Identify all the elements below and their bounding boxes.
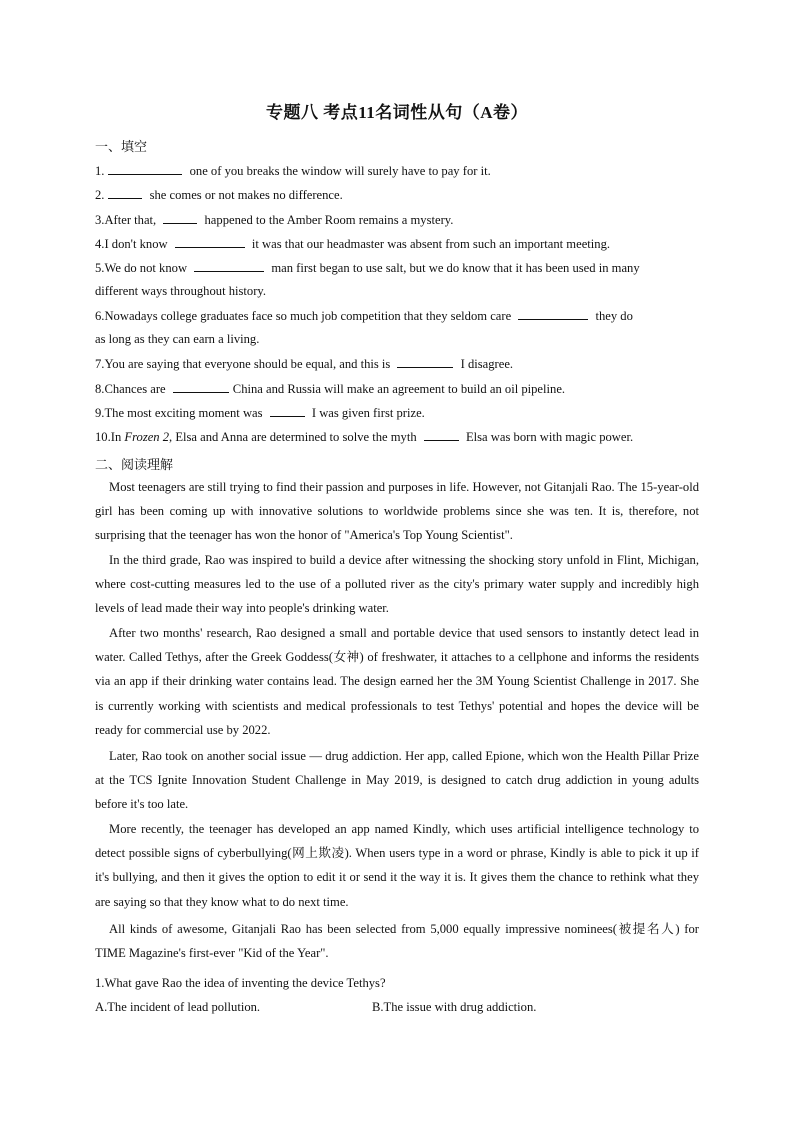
section2-heading: 二、阅读理解 [95, 457, 174, 472]
item-9: 9.The most exciting moment was I was given first prize. [95, 406, 425, 420]
reading-paragraph-6: All kinds of awesome, Gitanjali Rao has been selected from 5,000 equally impressive nominees(被提名人) for TIME Magazine's first-ever "Kid of the Year". [95, 922, 699, 961]
item-3: 3.After that, happened to the Amber Room remains a mystery. [95, 213, 454, 227]
item-5: 5.We do not know man first began to use salt, but we do know that it has been used in many [95, 261, 640, 275]
answer-blank[interactable] [397, 356, 453, 368]
item-7: 7.You are saying that everyone should be equal, and this is I disagree. [95, 357, 514, 371]
page-title: 专题八 考点11名词性从句（A卷） [265, 103, 529, 122]
item-6: 6.Nowadays college graduates face so much job competition that they seldom care they do [95, 309, 633, 323]
section1-heading: 一、填空 [95, 139, 148, 154]
question-1: 1.What gave Rao the idea of inventing the device Tethys? [95, 976, 386, 990]
item-5-cont: different ways throughout history. [95, 284, 267, 298]
answer-blank[interactable] [173, 381, 229, 393]
option-b[interactable]: B.The issue with drug addiction. [372, 1000, 537, 1014]
item-4: 4.I don't know it was that our headmaster was absent from such an important meeting. [95, 237, 611, 251]
answer-blank[interactable] [518, 308, 588, 320]
answer-blank[interactable] [163, 212, 197, 224]
answer-blank[interactable] [194, 260, 264, 272]
reading-paragraph-4: Later, Rao took on another social issue — drug addiction. Her app, called Epione, which won the Health Pillar Prize at the TCS Ignite Innovation Student Challenge in May 2019, is designed to catch drug addiction in young adults before it's too late. [95, 749, 699, 812]
reading-paragraph-3: After two months' research, Rao designed a small and portable device that used sensors to instantly detect lead in water. Called Tethys, after the Greek Goddess(女神) of freshwater, it attaches to a cellphone and informs the residents via an app if their drinking water contains lead. The design earned her the 3M Young Scientist Challenge in 2017. She is currently working with scientists and medical professionals to test Tethys' potential and hopes the device will be ready for commercial use by 2022. [95, 626, 699, 737]
answer-blank[interactable] [424, 429, 459, 441]
item-2: 2. she comes or not makes no difference. [95, 188, 343, 202]
item-8: 8.Chances are China and Russia will make an agreement to build an oil pipeline. [95, 382, 566, 396]
answer-blank[interactable] [270, 405, 305, 417]
item-6-cont: as long as they can earn a living. [95, 332, 260, 346]
option-a[interactable]: A.The incident of lead pollution. [95, 1000, 261, 1014]
item-10: 10.In Frozen 2, Elsa and Anna are determined to solve the myth Elsa was born with magic power. [95, 430, 634, 444]
reading-paragraph-2: In the third grade, Rao was inspired to build a device after witnessing the shocking story unfold in Flint, Michigan, where cost-cutting measures led to the use of a polluted river as the city's primary water supply and incredibly high levels of lead made their way into people's drinking water. [95, 553, 699, 616]
answer-blank[interactable] [175, 236, 245, 248]
answer-blank[interactable] [108, 187, 142, 199]
item-1: 1. one of you breaks the window will surely have to pay for it. [95, 164, 491, 178]
answer-blank[interactable] [108, 163, 182, 175]
reading-paragraph-5: More recently, the teenager has developed an app named Kindly, which uses artificial intelligence technology to detect possible signs of cyberbullying(网上欺凌). When users type in a word or phrase, Kindly is able to pick it up if it's bullying, and then it gives the option to edit it or send it the way it is. It gives them the chance to rethink what they are saying so that they know what to do next time. [95, 822, 699, 909]
reading-paragraph-1: Most teenagers are still trying to find their passion and purposes in life. However, not Gitanjali Rao. The 15-year-old girl has been coming up with innovative solutions to worldwide problems since she was ten. It is, therefore, not surprising that the teenager has won the honor of "America's Top Young Scientist". [95, 480, 699, 543]
